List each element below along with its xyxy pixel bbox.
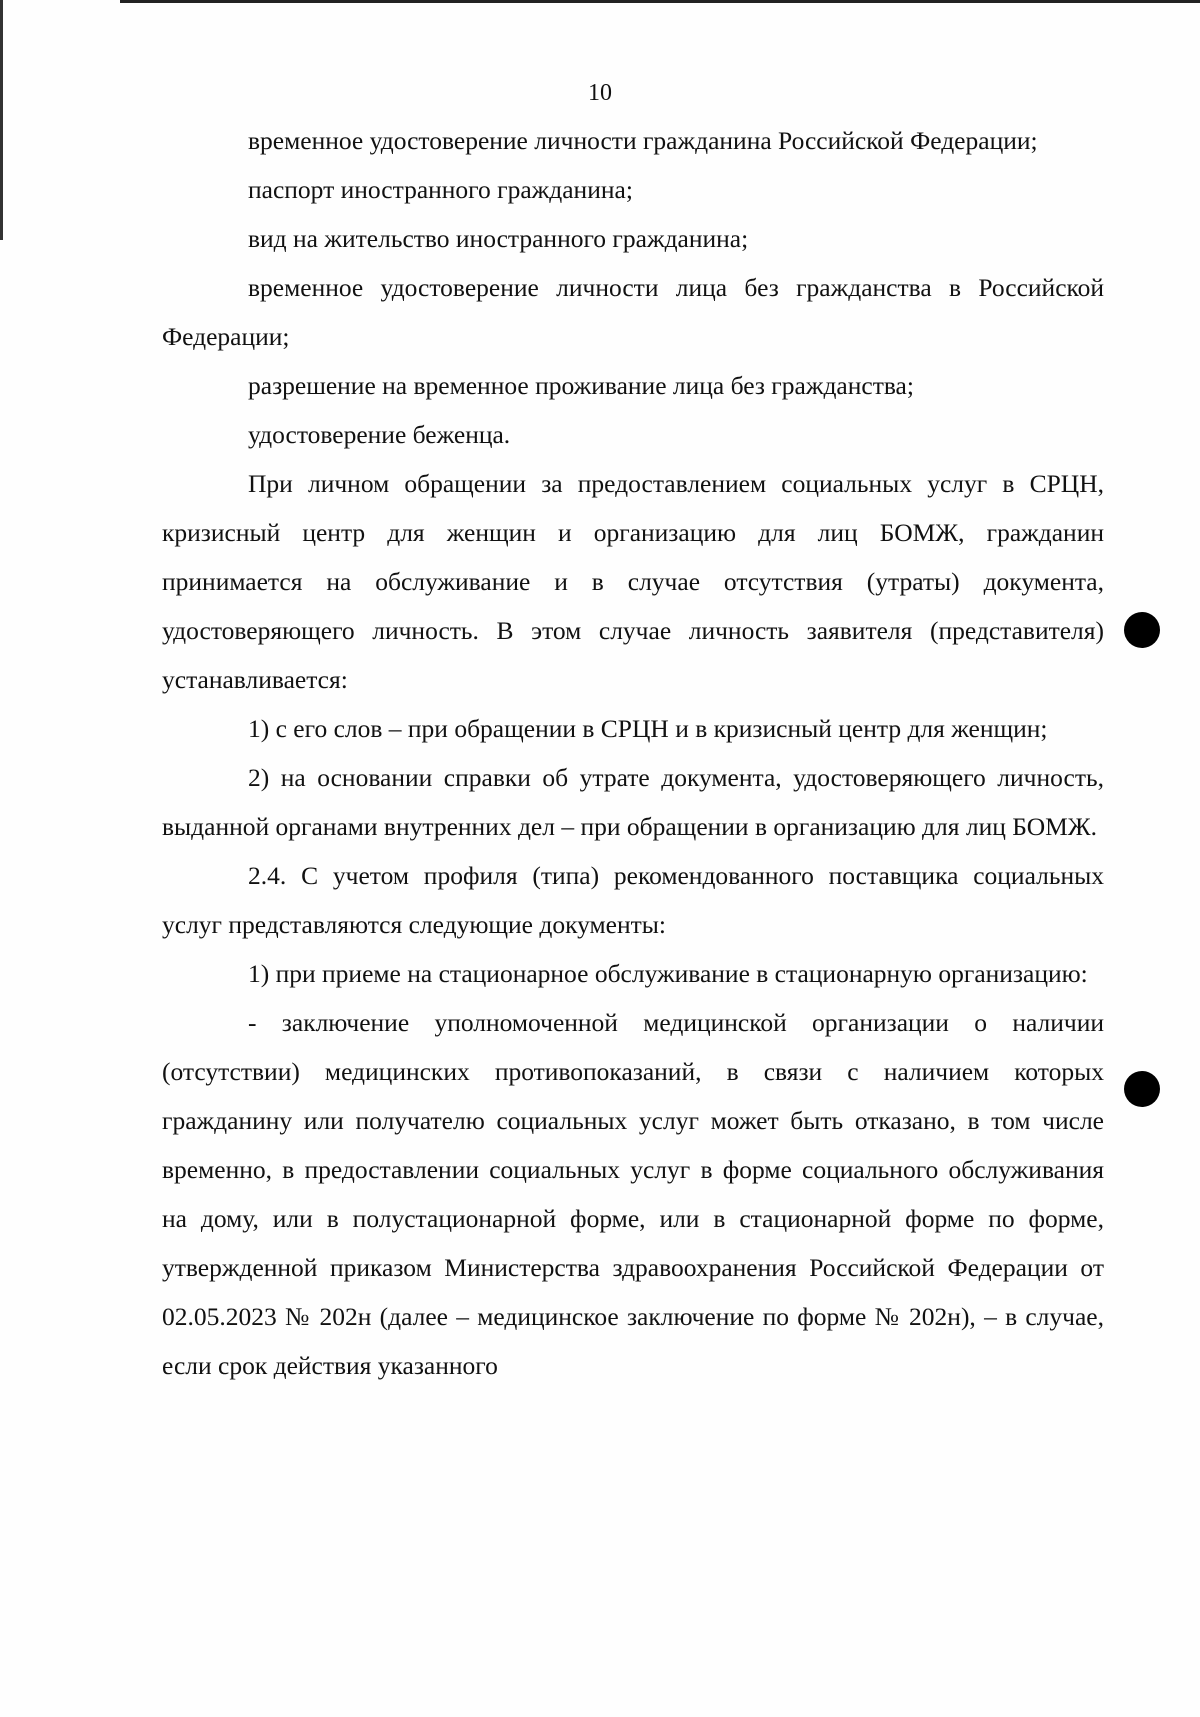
paragraph-11: 1) при приеме на стационарное обслуживание в стационарную организацию: — [248, 959, 1088, 988]
paragraph-6: удостоверение беженца. — [248, 420, 511, 449]
paragraph-9: 2) на основании справки об утрате документа, удостоверяющего личность, выданной органами внутренних дел – при обращении в организацию для лиц БОМЖ. — [162, 763, 1104, 841]
paragraph-12: - заключение уполномоченной медицинской организации о наличии (отсутствии) медицинских противопоказаний, в связи с наличием которых гражданину или получателю социальных услуг может быть отказано, в том числе временно, в предоставлении социальных услуг в форме социального обслуживания на дому, или в полустационарной форме, или в стационарной форме по форме, утвержденной приказом Министерства здравоохранения Российской Федерации от 02.05.2023 № 202н (далее – медицинское заключение по форме № 202н), – в случае, если срок действия указанного — [162, 1008, 1104, 1380]
paragraph-2: паспорт иностранного гражданина; — [248, 175, 633, 204]
page-number: 10 — [588, 80, 612, 106]
paragraph-1: временное удостоверение личности гражданина Российской Федерации; — [248, 126, 1038, 155]
scan-left-edge — [0, 0, 3, 240]
paragraph-3: вид на жительство иностранного гражданина; — [248, 224, 749, 253]
paragraph-10: 2.4. С учетом профиля (типа) рекомендованного поставщика социальных услуг представляются следующие документы: — [162, 861, 1104, 939]
paragraph-4: временное удостоверение личности лица без гражданства в Российской Федерации; — [162, 273, 1104, 351]
paragraph-5: разрешение на временное проживание лица без гражданства; — [248, 371, 914, 400]
scan-top-edge — [120, 0, 1200, 3]
paragraph-8: 1) с его слов – при обращении в СРЦН и в кризисный центр для женщин; — [248, 714, 1048, 743]
binder-hole-mark — [1124, 1071, 1160, 1107]
paragraph-7: При личном обращении за предоставлением социальных услуг в СРЦН, кризисный центр для женщин и организацию для лиц БОМЖ, гражданин принимается на обслуживание и в случае отсутствия (утраты) документа, удостоверяющего личность. В этом случае личность заявителя (представителя) устанавливается: — [162, 469, 1104, 694]
document-body — [162, 116, 1104, 1390]
binder-hole-mark — [1124, 612, 1160, 648]
